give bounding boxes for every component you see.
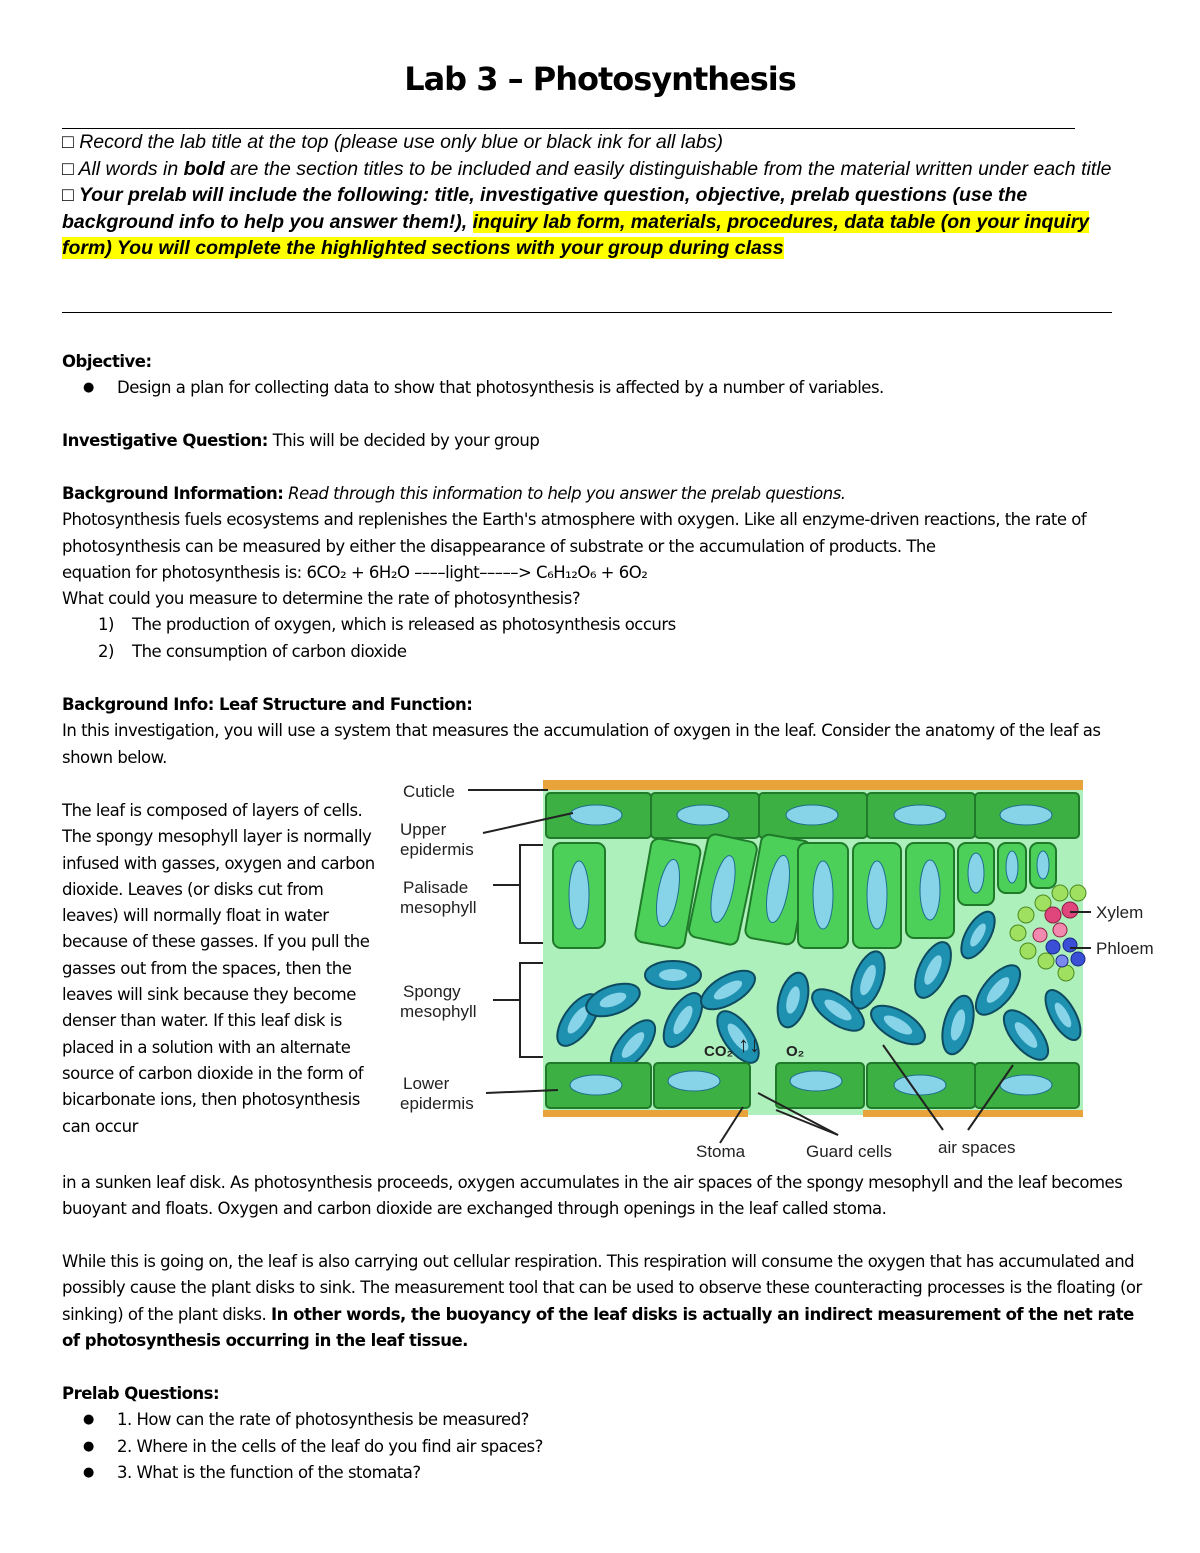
lower-epidermis-label-1: Lower — [403, 1074, 450, 1093]
cuticle-label: Cuticle — [403, 782, 455, 801]
objective-heading: Objective: — [62, 352, 152, 371]
background-heading: Background Information: — [62, 484, 284, 503]
cuticle-layer — [543, 780, 1083, 790]
leaf-cross-section-diagram — [398, 775, 1168, 1165]
lower-cuticle-right — [863, 1110, 1083, 1117]
leaf-section — [62, 692, 1147, 771]
leaf-heading: Background Info: Leaf Structure and Function: — [62, 695, 473, 714]
background-section — [62, 481, 1147, 665]
palisade-label-2: mesophyll — [400, 898, 477, 917]
upper-epidermis-label-1: Upper — [400, 820, 447, 839]
spongy-label-2: mesophyll — [400, 1002, 477, 1021]
respiration-section — [62, 1249, 1147, 1354]
stoma-label: Stoma — [696, 1142, 746, 1161]
air-spaces-label: air spaces — [938, 1138, 1016, 1157]
measure-list — [62, 612, 1147, 665]
guard-cells-label: Guard cells — [806, 1142, 892, 1161]
background-intro: Read through this information to help you answer the prelab questions. — [283, 484, 846, 503]
upper-epidermis-label-2: epidermis — [400, 840, 474, 859]
measure-list-item: 2) The consumption of carbon dioxide — [98, 641, 407, 661]
prelab-heading: Prelab Questions: — [62, 1384, 220, 1403]
iq-text: This will be decided by your group — [267, 431, 540, 450]
highlighted-requirements: inquiry lab form, materials, procedures, data table (on your inquiry form) You will complete the highlighted sections with your group during class — [62, 210, 1090, 259]
prelab-list — [62, 1407, 1147, 1486]
prelab-section — [62, 1381, 1147, 1486]
background-question: What could you measure to determine the rate of photosynthesis? — [62, 589, 581, 609]
palisade-label-1: Palisade — [403, 878, 469, 897]
spongy-label-1: Spongy — [403, 982, 461, 1001]
lower-cuticle-left — [543, 1110, 748, 1117]
o2-label: O₂ — [786, 1043, 805, 1060]
iq-heading: Investigative Question: — [62, 431, 268, 450]
co2-label: CO₂ — [704, 1043, 734, 1060]
instruction-2: □ All words in bold are the section titles to be included and easily distinguishable from the material written under each title — [62, 157, 1112, 180]
instruction-3: □ Your prelab will include the following: title, investigative question, objective, prelab questions (use the background info to help you answer them!), inquiry lab form, materials, procedures, data table (on your inquiry form) You will complete the highlighted sections with your group during class — [62, 184, 1090, 259]
instruction-1: □ Record the lab title at the top (please use only blue or black ink for all labs) — [62, 131, 724, 153]
instructions-block — [62, 129, 1142, 262]
measure-list-item: 1) The production of oxygen, which is released as photosynthesis occurs — [98, 615, 676, 635]
prelab-question: ● 3. What is the function of the stomata? — [62, 1460, 1147, 1486]
objective-bullet: ● Design a plan for collecting data to show that photosynthesis is affected by a number of variables. — [62, 375, 1147, 401]
equation-line: equation for photosynthesis is: 6CO₂ + 6H₂O ––––light–––––> C₆H₁₂O₆ + 6O₂ — [62, 562, 648, 582]
layer-brackets — [493, 845, 543, 1057]
phloem-label: Phloem — [1096, 939, 1154, 958]
photosynthesis-equation: 6CO₂ + 6H₂O ––––light–––––> C₆H₁₂O₆ + 6O₂ — [306, 562, 648, 582]
respiration-bold: In other words, the buoyancy of the leaf disks is actually an indirect measurement of the net rate of photosynthesis occurring in the leaf tissue. — [62, 1304, 1134, 1350]
leaf-continued: in a sunken leaf disk. As photosynthesis proceeds, oxygen accumulates in the air spaces of the spongy mesophyll and the leaf becomes buoyant and floats. Oxygen and carbon dioxide are exchanged through openings in the leaf called stoma. — [62, 1173, 1123, 1219]
leaf-intro: In this investigation, you will use a system that measures the accumulation of oxygen in the leaf. Consider the anatomy of the leaf as shown below. — [62, 721, 1101, 767]
respiration-text: While this is going on, the leaf is also carrying out cellular respiration. This respiration will consume the oxygen that has accumulated and possibly cause the plant disks to sink. The measurement tool that can be used to observe these counteracting processes is the floating (or sinking) of the plant disks. — [62, 1252, 1142, 1324]
prelab-question: ● 1. How can the rate of photosynthesis be measured? — [62, 1407, 1147, 1433]
objective-section — [62, 349, 1147, 402]
page-title: Lab 3 – Photosynthesis — [404, 60, 796, 98]
xylem-label: Xylem — [1096, 903, 1144, 922]
bottom-divider — [62, 312, 1112, 313]
prelab-question: ● 2. Where in the cells of the leaf do you find air spaces? — [62, 1434, 1147, 1460]
lower-epidermis-label-2: epidermis — [400, 1094, 474, 1113]
upper-epidermis-cells — [546, 793, 1079, 838]
background-paragraph: Photosynthesis fuels ecosystems and replenishes the Earth's atmosphere with oxygen. Like all enzyme-driven reactions, the rate of photosynthesis can be measured by either the disappearance of substrate or the accumulation of products. The — [62, 510, 1087, 556]
gas-exchange-arrows: ↑↓ — [738, 1032, 760, 1057]
leaf-side-text: The leaf is composed of layers of cells. The spongy mesophyll layer is normally infused with gasses, oxygen and carbon dioxide. Leaves (or disks cut from leaves) will normally float in water because of these gasses. If you pull the gasses out from the spaces, then the leaves will sink because they become denser than water. If this leaf disk is placed in a solution with an alternate source of carbon dioxide in the form of bicarbonate ions, then photosynthesis can occur — [62, 801, 375, 1136]
investigative-question-section — [62, 428, 1147, 454]
